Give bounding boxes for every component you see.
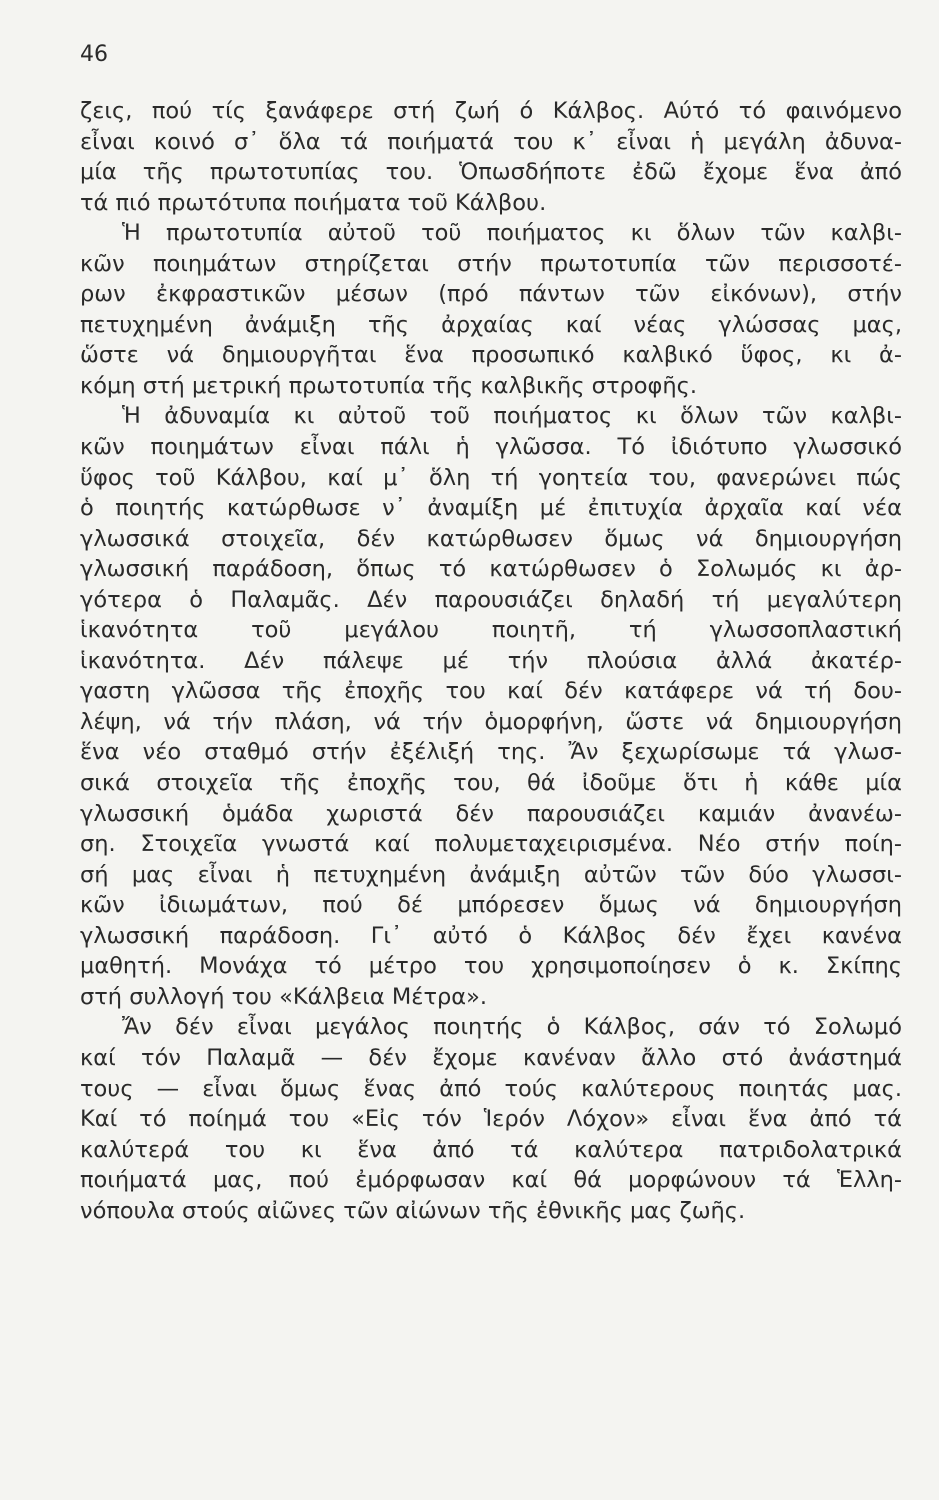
text-line: καί τόν Παλαμᾶ — δέν ἔχομε κανέναν ἄλλο στό ἀνάστημά: [80, 1044, 902, 1071]
text-line: γαστη γλῶσσα τῆς ἐποχῆς του καί δέν κατάφερε νά τή δου-: [80, 678, 902, 705]
text-line: κῶν ἰδιωμάτων, πού δέ μπόρεσεν ὅμως νά δημιουργήση: [80, 892, 902, 919]
text-line: Ἡ πρωτοτυπία αὐτοῦ τοῦ ποιήματος κι ὅλων τῶν καλβι-: [122, 220, 902, 247]
text-line: ζεις, πού τίς ξανάφερε στή ζωή ό Κάλβος. Αύτό τό φαινόμενο: [80, 98, 902, 124]
text-line: κῶν ποιημάτων στηρίζεται στήν πρωτοτυπία τῶν περισσοτέ-: [80, 250, 902, 277]
text-line: ὁ ποιητής κατώρθωσε ν᾿ ἀναμίξη μέ ἐπιτυχία ἀρχαῖα καί νέα: [80, 495, 902, 522]
text-line: γλωσσική παράδοση. Γι᾿ αὐτό ὁ Κάλβος δέν ἔχει κανένα: [80, 922, 902, 949]
text-line: Καί τό ποίημά του «Εἰς τόν Ἱερόν Λόχον» εἶναι ἕνα ἀπό τά: [80, 1106, 902, 1133]
text-line: λέψη, νά τήν πλάση, νά τήν ὁμορφήνη, ὥστε νά δημιουργήση: [80, 708, 902, 735]
text-line: Ἄν δέν εἶναι μεγάλος ποιητής ὁ Κάλβος, σάν τό Σολωμό: [122, 1014, 902, 1041]
text-line: σικά στοιχεῖα τῆς ἐποχῆς του, θά ἰδοῦμε ὅτι ἡ κάθε μία: [80, 770, 902, 797]
text-line: ἱκανότητα τοῦ μεγάλου ποιητῆ, τή γλωσσοπλαστική: [80, 617, 902, 644]
text-line: ρων ἐκφραστικῶν μέσων (πρό πάντων τῶν εἰκόνων), στήν: [80, 281, 902, 308]
text-line: ὕφος τοῦ Κάλβου, καί μ᾿ ὅλη τή γοητεία του, φανερώνει πώς: [80, 464, 902, 491]
body-text: [80, 96, 902, 1226]
text-line: γλωσσική ὁμάδα χωριστά δέν παρουσιάζει καμιάν ἀνανέω-: [80, 800, 902, 827]
text-line: μία τῆς πρωτοτυπίας του. Ὁπωσδήποτε ἐδῶ ἔχομε ἕνα ἀπό: [80, 159, 902, 186]
text-line: ποιήματά μας, πού ἐμόρφωσαν καί θά μορφώνουν τά Ἑλλη-: [80, 1167, 902, 1194]
text-line: σή μας εἶναι ἡ πετυχημένη ἀνάμιξη αὐτῶν τῶν δύο γλωσσι-: [80, 861, 902, 888]
text-line: γλωσσικά στοιχεῖα, δέν κατώρθωσεν ὅμως νά δημιουργήση: [80, 525, 902, 552]
page-number: 46: [80, 42, 108, 67]
text-line: κῶν ποιημάτων εἶναι πάλι ἡ γλῶσσα. Τό ἰδιότυπο γλωσσικό: [80, 434, 902, 461]
text-line: γότερα ὁ Παλαμᾶς. Δέν παρουσιάζει δηλαδή τή μεγαλύτερη: [80, 586, 902, 613]
text-line: πετυχημένη ἀνάμιξη τῆς ἀρχαίας καί νέας γλώσσας μας,: [80, 311, 902, 338]
text-line: ἱκανότητα. Δέν πάλεψε μέ τήν πλούσια ἀλλά ἀκατέρ-: [80, 647, 902, 674]
text-line: ὥστε νά δημιουργῆται ἕνα προσωπικό καλβικό ὕφος, κι ἀ-: [80, 342, 902, 369]
text-line: στή συλλογή του «Κάλβεια Μέτρα».: [80, 983, 488, 1010]
text-line: ση. Στοιχεῖα γνωστά καί πολυμεταχειρισμένα. Νέο στήν ποίη-: [80, 831, 902, 858]
text-line: κόμη στή μετρική πρωτοτυπία τῆς καλβικῆς στροφῆς.: [80, 372, 697, 399]
text-line: μαθητή. Μονάχα τό μέτρο του χρησιμοποίησεν ὁ κ. Σκίπης: [80, 953, 902, 980]
text-line: καλύτερά του κι ἕνα ἀπό τά καλύτερα πατριδολατρικά: [80, 1136, 902, 1163]
text-line: τά πιό πρωτότυπα ποιήματα τοῦ Κάλβου.: [80, 189, 547, 216]
text-line: ἕνα νέο σταθμό στήν ἐξέλιξή της. Ἄν ξεχωρίσωμε τά γλωσ-: [80, 739, 902, 766]
text-line: εἶναι κοινό σ᾿ ὅλα τά ποιήματά του κ᾿ εἶναι ἡ μεγάλη ἀδυνα-: [80, 128, 902, 155]
text-line: τους — εἶναι ὅμως ἕνας ἀπό τούς καλύτερους ποιητάς μας.: [80, 1075, 902, 1102]
text-line: Ἡ ἀδυναμία κι αὐτοῦ τοῦ ποιήματος κι ὅλων τῶν καλβι-: [122, 403, 902, 430]
text-line: γλωσσική παράδοση, ὅπως τό κατώρθωσεν ὁ Σολωμός κι ἀρ-: [80, 556, 902, 583]
text-line: νόπουλα στούς αἰῶνες τῶν αἰώνων τῆς ἐθνικῆς μας ζωῆς.: [80, 1197, 746, 1224]
